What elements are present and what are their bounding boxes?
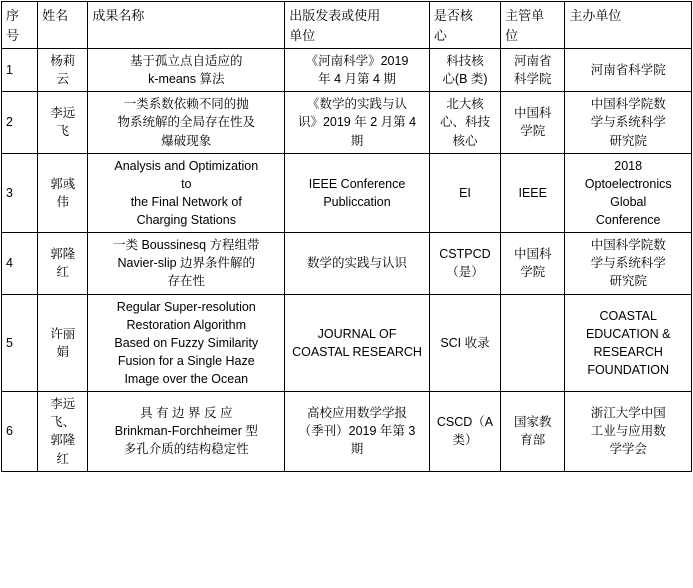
cell-host [565, 294, 692, 392]
cell-title-line: Restoration Algorithm [126, 317, 247, 332]
cell-publisher-line: COASTAL RESEARCH [292, 344, 422, 359]
cell-org-line: 学院 [520, 124, 546, 139]
cell-org-line: 科学院 [514, 72, 552, 87]
cell-host-line: Global [610, 194, 647, 209]
cell-publisher [285, 294, 430, 392]
cell-title-line: Image over the Ocean [124, 372, 249, 386]
cell-seq [2, 233, 38, 294]
cell-name-line: 伟 [56, 194, 70, 209]
row-index: 4 [6, 256, 13, 271]
cell-title-line: 存在性 [167, 274, 206, 289]
header-cell-title [88, 2, 285, 49]
cell-core [429, 92, 500, 153]
cell-host-line: 中国科学院数 [590, 238, 666, 253]
header-cell-core [429, 2, 500, 49]
cell-core-line: 北大核 [446, 97, 484, 112]
cell-host-line: 2018 [614, 158, 643, 173]
cell-org-line: IEEE [518, 185, 547, 200]
cell-org-line: 学院 [520, 265, 546, 280]
cell-publisher-line: 《数学的实践与认 [307, 97, 408, 112]
cell-title-lines [92, 404, 280, 458]
cell-seq [2, 49, 38, 92]
cell-publisher-line: 期 [350, 442, 364, 457]
cell-org-lines [505, 245, 560, 281]
cell-host-lines [569, 61, 687, 79]
cell-host-line: 中国科学院数 [590, 97, 666, 112]
cell-title-line: Based on Fuzzy Similarity [114, 335, 259, 350]
cell-host [565, 392, 692, 472]
cell-title [88, 153, 285, 233]
cell-title [88, 392, 285, 472]
cell-title-lines [92, 52, 280, 88]
cell-core-lines [434, 95, 496, 149]
cell-title-line: the Final Network of [130, 194, 242, 209]
cell-core-line: 科技核 [446, 54, 484, 68]
cell-host-lines [569, 236, 687, 290]
cell-host [565, 233, 692, 294]
header-title-label: 成果名称 [92, 8, 145, 23]
cell-name [38, 153, 88, 233]
header-publisher-lines [289, 6, 425, 45]
cell-org [501, 392, 565, 472]
cell-title-line: Analysis and Optimization [114, 158, 259, 173]
cell-publisher [285, 49, 430, 92]
cell-title-lines [92, 157, 280, 230]
cell-name-line: 红 [56, 451, 70, 466]
cell-publisher-lines [289, 175, 425, 211]
cell-publisher-line: 识》2019 年 2 月第 4 [297, 115, 417, 130]
cell-core-line: 核心 [452, 133, 478, 148]
header-seq-lines [6, 6, 33, 45]
cell-publisher-line: IEEE Conference [308, 176, 406, 191]
cell-title-line: 多孔介质的结构稳定性 [123, 442, 249, 457]
cell-host-line: EDUCATION & [585, 326, 671, 341]
cell-host-line: 工业与应用数 [590, 424, 666, 439]
header-publisher-line-2: 单位 [289, 27, 316, 43]
cell-seq [2, 392, 38, 472]
cell-publisher-lines [289, 95, 425, 149]
cell-publisher [285, 392, 430, 472]
cell-org [501, 92, 565, 153]
cell-name-line: 许丽 [50, 326, 76, 341]
cell-host-line: Conference [595, 213, 661, 227]
cell-title-lines [92, 236, 280, 290]
cell-name-line: 杨莉 [50, 54, 76, 68]
cell-org-line: 中国科 [514, 247, 552, 262]
cell-org [501, 153, 565, 233]
cell-publisher-line: 数学的实践与认识 [307, 256, 408, 271]
cell-host-line: FOUNDATION [587, 362, 670, 377]
cell-name-lines [42, 245, 83, 281]
cell-core-line: 心(B 类) [442, 72, 488, 87]
cell-title [88, 233, 285, 294]
cell-org [501, 49, 565, 92]
table-row [2, 92, 692, 153]
cell-org-line: 育部 [520, 433, 546, 448]
cell-host-lines [569, 95, 687, 149]
cell-title-line: Brinkman-Forchheimer 型 [114, 424, 258, 439]
cell-title-line: 爆破现象 [161, 133, 212, 148]
cell-host-line: 研究院 [609, 274, 647, 289]
cell-host-line: Optoelectronics [584, 176, 672, 191]
cell-name [38, 49, 88, 92]
cell-host [565, 153, 692, 233]
table-row [2, 294, 692, 392]
cell-core [429, 294, 500, 392]
cell-name-line: 郭彧 [50, 176, 76, 191]
cell-core-line: CSCD（A [436, 415, 494, 430]
row-index: 2 [6, 115, 13, 130]
cell-publisher-line: 高校应用数学学报 [307, 406, 408, 421]
cell-name-lines [42, 395, 83, 468]
cell-core-lines [434, 184, 496, 202]
table-row [2, 49, 692, 92]
cell-host-line: 浙江大学中国 [590, 406, 666, 421]
cell-core-lines [434, 52, 496, 88]
header-cell-host [565, 2, 692, 49]
cell-name-line: 李远 [50, 397, 76, 412]
cell-name-lines [42, 325, 83, 361]
table-header-row [2, 2, 692, 49]
header-name-label: 姓名 [42, 8, 69, 23]
cell-org-line: 中国科 [514, 106, 552, 121]
cell-publisher-lines [289, 325, 425, 361]
cell-seq [2, 294, 38, 392]
cell-core-line: CSTPCD [439, 247, 491, 262]
cell-publisher [285, 92, 430, 153]
cell-core-lines [434, 334, 496, 352]
cell-title-line: to [181, 176, 192, 191]
cell-name-lines [42, 52, 83, 88]
cell-core [429, 153, 500, 233]
header-org-lines [505, 6, 560, 45]
header-cell-org [501, 2, 565, 49]
cell-core [429, 49, 500, 92]
cell-name [38, 294, 88, 392]
cell-core-line: （是） [446, 265, 484, 280]
cell-host-line: RESEARCH [593, 344, 663, 359]
achievements-table [1, 1, 692, 472]
cell-title-line: k-means 算法 [148, 72, 225, 87]
row-index: 6 [6, 424, 13, 439]
cell-title-line: Fusion for a Single Haze [117, 353, 255, 368]
cell-title-line: Regular Super-resolution [116, 299, 256, 314]
cell-publisher-lines [289, 254, 425, 272]
cell-core-line: 心、科技 [439, 115, 490, 130]
cell-core-line: EI [459, 185, 471, 200]
cell-org-line: 国家教 [514, 415, 552, 430]
cell-name-line: 红 [56, 265, 70, 280]
header-host-label: 主办单位 [569, 8, 622, 23]
cell-name [38, 233, 88, 294]
cell-publisher-line: 年 4 月第 4 期 [318, 72, 396, 87]
row-index: 5 [6, 335, 13, 350]
cell-publisher-lines [289, 52, 425, 88]
table-row [2, 233, 692, 294]
cell-name [38, 392, 88, 472]
cell-host [565, 92, 692, 153]
header-cell-name [38, 2, 88, 49]
cell-name-lines [42, 104, 83, 140]
cell-core [429, 392, 500, 472]
cell-name [38, 92, 88, 153]
cell-title-line: Charging Stations [136, 213, 236, 227]
cell-core-lines [434, 245, 496, 281]
cell-title [88, 49, 285, 92]
row-index: 1 [6, 63, 13, 78]
cell-name-lines [42, 175, 83, 211]
cell-org-lines [505, 184, 560, 202]
header-cell-seq [2, 2, 38, 49]
cell-host-line: 学与系统科学 [590, 256, 666, 271]
header-org-line-2: 位 [505, 27, 519, 43]
header-publisher-line-1: 出版发表或使用 [289, 8, 381, 23]
cell-title-line: 一类 Boussinesq 方程组带 [112, 238, 260, 253]
header-core-line-2: 心 [433, 27, 447, 43]
cell-org-lines [505, 413, 560, 449]
cell-core-lines [434, 413, 496, 449]
cell-title-lines [92, 95, 280, 149]
cell-core [429, 233, 500, 294]
cell-name-line: 飞 [56, 124, 70, 139]
results-table-document [0, 1, 693, 588]
table-row [2, 153, 692, 233]
cell-org-lines [505, 52, 560, 88]
cell-title-line: 物系统解的全局存在性及 [117, 115, 256, 130]
cell-name-line: 郭隆 [50, 247, 76, 262]
cell-core-line: SCI 收录 [440, 335, 490, 350]
cell-org-lines [505, 104, 560, 140]
cell-host-line: COASTAL [599, 308, 657, 323]
cell-name-line: 娟 [56, 344, 70, 359]
cell-host-line: 河南省科学院 [590, 63, 666, 78]
header-core-lines [434, 6, 496, 45]
row-index: 3 [6, 185, 13, 200]
cell-publisher-line: 《河南科学》2019 [305, 54, 409, 68]
header-seq-line-1: 序 [6, 8, 20, 23]
cell-host-lines [569, 157, 687, 230]
cell-name-line: 飞、 [50, 415, 76, 430]
cell-name-line: 李远 [50, 106, 76, 121]
cell-seq [2, 92, 38, 153]
cell-host-lines [569, 404, 687, 458]
cell-publisher [285, 153, 430, 233]
header-org-line-1: 主管单 [505, 8, 545, 23]
table-row [2, 392, 692, 472]
header-seq-line-2: 号 [6, 27, 20, 43]
cell-host-line: 学与系统科学 [590, 115, 666, 130]
cell-host-lines [569, 307, 687, 380]
cell-org [501, 233, 565, 294]
cell-publisher-line: （季刊）2019 年第 3 [298, 424, 416, 439]
cell-core-line: 类） [452, 433, 478, 448]
cell-publisher-line: JOURNAL OF [317, 326, 397, 341]
cell-host-line: 学学会 [609, 442, 647, 457]
cell-title-lines [92, 298, 280, 389]
cell-host-line: 研究院 [609, 133, 647, 148]
header-cell-publisher [285, 2, 430, 49]
cell-name-line: 云 [56, 72, 70, 87]
cell-host [565, 49, 692, 92]
cell-title-line: 具 有 边 界 反 应 [140, 406, 233, 421]
cell-publisher-lines [289, 404, 425, 458]
cell-publisher-line: 期 [350, 133, 364, 148]
cell-title-line: 基于孤立点自适应的 [130, 54, 243, 68]
cell-name-line: 郭隆 [50, 433, 76, 448]
cell-publisher-line: Publiccation [323, 194, 391, 209]
cell-title-line: 一类系数依赖不同的抛 [123, 97, 249, 112]
cell-title [88, 92, 285, 153]
cell-title-line: Navier-slip 边界条件解的 [117, 256, 256, 271]
cell-seq [2, 153, 38, 233]
cell-publisher [285, 233, 430, 294]
cell-org-line: 河南省 [514, 54, 552, 68]
cell-org [501, 294, 565, 392]
header-core-line-1: 是否核 [433, 8, 473, 23]
cell-title [88, 294, 285, 392]
